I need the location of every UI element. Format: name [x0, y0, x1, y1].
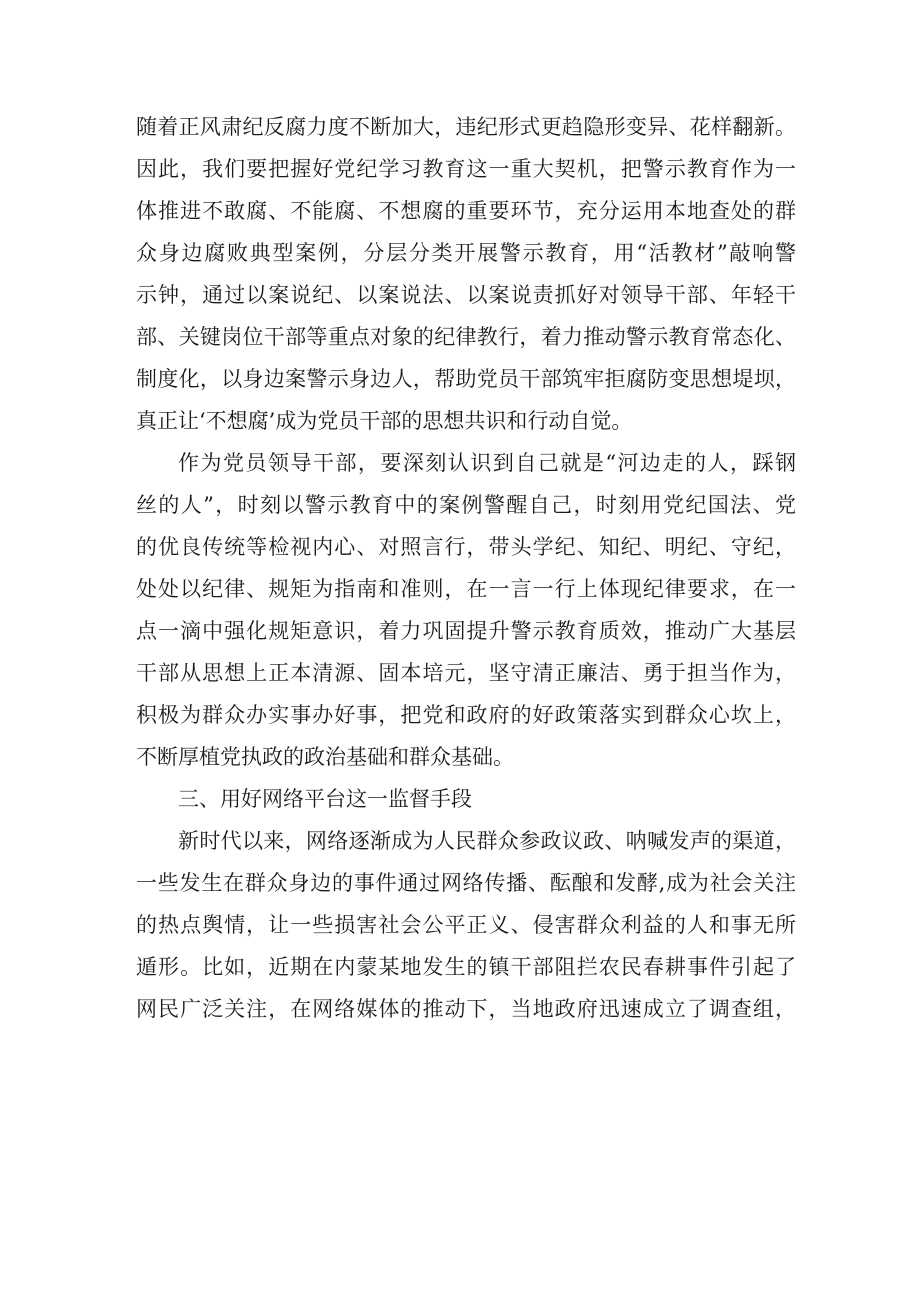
paragraph-1	[136, 106, 796, 442]
paragraph-line: 的优良传统等检视内心、对照言行，带头学纪、知纪、明纪、守纪，	[136, 535, 796, 559]
paragraph-line: 一些发生在群众身边的事件通过网络传播、酝酿和发酵,成为社会关注	[136, 871, 796, 895]
paragraph-line: 积极为群众办实事办好事，把党和政府的好政策落实到群众心坎上，	[136, 703, 796, 727]
section-heading	[136, 778, 796, 820]
paragraph-line: 制度化，以身边案警示身边人，帮助党员干部筑牢拒腐防变思想堤坝，	[136, 367, 796, 391]
paragraph-line: 的热点舆情，让一些损害社会公平正义、侵害群众利益的人和事无所	[136, 913, 796, 937]
paragraph-line: 因此，我们要把握好党纪学习教育这一重大契机，把警示教育作为一	[136, 157, 796, 181]
paragraph-line: 众身边腐败典型案例，分层分类开展警示教育，用“活教材”敲响警	[136, 241, 796, 265]
paragraph-line: 真正让‘不想腐’成为党员干部的思想共识和行动自觉。	[136, 409, 633, 433]
paragraph-line: 新时代以来，网络逐渐成为人民群众参政议政、呐喊发声的渠道，	[178, 829, 796, 853]
paragraph-line: 随着正风肃纪反腐力度不断加大，违纪形式更趋隐形变异、花样翻新。	[136, 115, 796, 139]
paragraph-2	[136, 442, 796, 778]
paragraph-line: 干部从思想上正本清源、固本培元，坚守清正廉洁、勇于担当作为，	[136, 661, 796, 685]
paragraph-line: 丝的人”，时刻以警示教育中的案例警醒自己，时刻用党纪国法、党	[136, 493, 796, 517]
document-body	[136, 106, 796, 1030]
paragraph-line: 点一滴中强化规矩意识，着力巩固提升警示教育质效，推动广大基层	[136, 619, 796, 643]
paragraph-line: 体推进不敢腐、不能腐、不想腐的重要环节，充分运用本地查处的群	[136, 199, 796, 223]
paragraph-line: 部、关键岗位干部等重点对象的纪律教行，着力推动警示教育常态化、	[136, 325, 796, 349]
paragraph-line: 遁形。比如，近期在内蒙某地发生的镇干部阻拦农民春耕事件引起了	[136, 955, 796, 979]
paragraph-line: 处处以纪律、规矩为指南和准则，在一言一行上体现纪律要求，在一	[136, 577, 796, 601]
paragraph-line: 不断厚植党执政的政治基础和群众基础。	[136, 745, 514, 769]
paragraph-3	[136, 820, 796, 1030]
section-heading-text: 三、用好网络平台这一监督手段	[178, 787, 472, 811]
paragraph-line: 作为党员领导干部，要深刻认识到自己就是“河边走的人，踩钢	[178, 451, 796, 475]
paragraph-line: 网民广泛关注，在网络媒体的推动下，当地政府迅速成立了调查组，	[136, 997, 796, 1021]
paragraph-line: 示钟，通过以案说纪、以案说法、以案说责抓好对领导干部、年轻干	[136, 283, 796, 307]
